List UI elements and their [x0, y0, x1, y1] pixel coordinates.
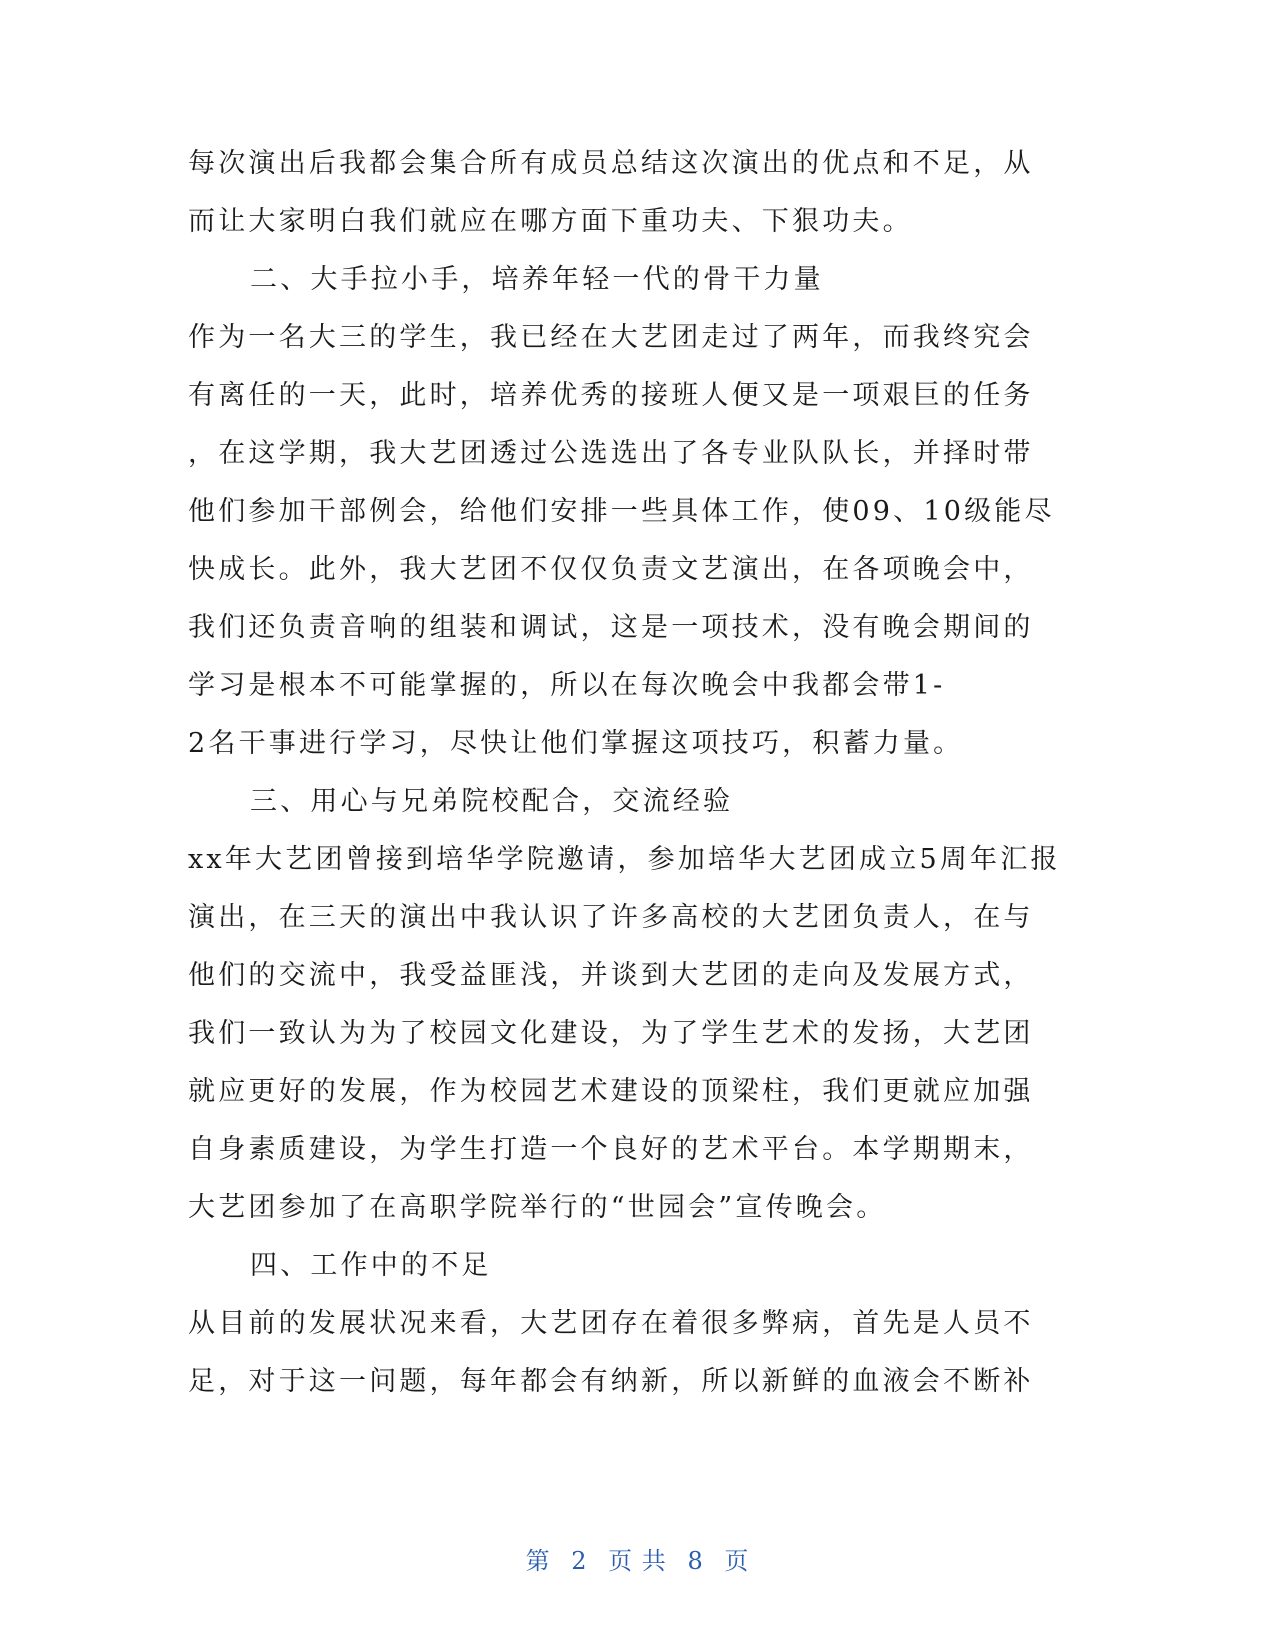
body-line: ，在这学期，我大艺团透过公选选出了各专业队队长，并择时带 [188, 438, 1034, 469]
body-line: 而让大家明白我们就应在哪方面下重功夫、下狠功夫。 [188, 206, 913, 237]
body-line: 大艺团参加了在高职学院举行的“世园会”宣传晚会。 [188, 1192, 887, 1223]
page-footer [0, 1541, 1275, 1576]
body-line: 快成长。此外，我大艺团不仅仅负责文艺演出，在各项晚会中， [188, 554, 1034, 585]
body-line: 他们参加干部例会，给他们安排一些具体工作，使09、10级能尽 [188, 496, 1055, 527]
section-heading: 三、用心与兄弟院校配合，交流经验 [250, 786, 734, 817]
body-line: 作为一名大三的学生，我已经在大艺团走过了两年，而我终究会 [188, 322, 1034, 353]
body-line: 足，对于这一问题，每年都会有纳新，所以新鲜的血液会不断补 [188, 1366, 1034, 1397]
body-line: 学习是根本不可能掌握的，所以在每次晚会中我都会带1- [188, 670, 946, 701]
total-page-count: 8 [687, 1547, 704, 1575]
body-line: xx年大艺团曾接到培华学院邀请，参加培华大艺团成立5周年汇报 [188, 844, 1061, 875]
footer-suffix: 页 [724, 1547, 750, 1575]
section-heading: 四、工作中的不足 [250, 1250, 492, 1281]
body-line: 从目前的发展状况来看，大艺团存在着很多弊病，首先是人员不 [188, 1308, 1034, 1339]
body-line: 2名干事进行学习，尽快让他们掌握这项技巧，积蓄力量。 [188, 728, 964, 759]
body-line: 每次演出后我都会集合所有成员总结这次演出的优点和不足，从 [188, 148, 1034, 179]
body-line: 我们一致认为为了校园文化建设，为了学生艺术的发扬，大艺团 [188, 1018, 1034, 1049]
footer-prefix: 第 [525, 1547, 551, 1575]
body-line: 有离任的一天，此时，培养优秀的接班人便又是一项艰巨的任务 [188, 380, 1034, 411]
footer-middle: 页 共 [608, 1547, 667, 1575]
body-line: 演出，在三天的演出中我认识了许多高校的大艺团负责人，在与 [188, 902, 1034, 933]
body-line: 自身素质建设，为学生打造一个良好的艺术平台。本学期期末， [188, 1134, 1034, 1165]
body-line: 他们的交流中，我受益匪浅，并谈到大艺团的走向及发展方式， [188, 960, 1034, 991]
section-heading: 二、大手拉小手，培养年轻一代的骨干力量 [250, 264, 824, 295]
body-line: 就应更好的发展，作为校园艺术建设的顶梁柱，我们更就应加强 [188, 1076, 1034, 1107]
current-page-number: 2 [571, 1547, 588, 1575]
body-line: 我们还负责音响的组装和调试，这是一项技术，没有晚会期间的 [188, 612, 1034, 643]
